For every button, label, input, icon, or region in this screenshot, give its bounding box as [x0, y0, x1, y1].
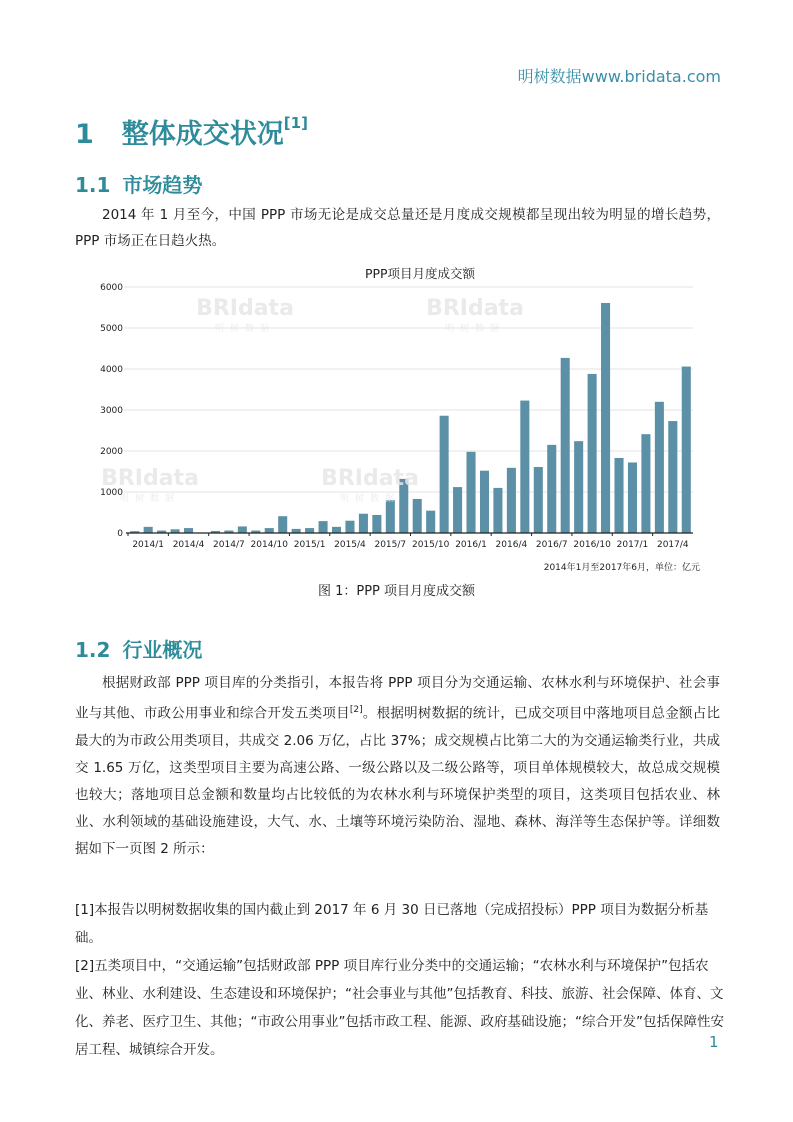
paragraph-text: 。根据明树数据的统计，已成交项目中落地项目总金额占比最大的为市政公用类项目，共成交 2.06 万亿，占比 37%；成交规模占比第二大的为交通运输类行业，共成交 1.65 万亿，这类型项目主要为高速公路、一级公路以及二级公路等，项目单体规模较大，故总成交规模也较大；落地项目总金额和数量均占比较低的为农林水利与环境保护类型的项目，这类项目包括农业、林业、水利领域的基础设施建设，大气、水、土壤等环境污染防治、湿地、森林、海洋等生态保护等。详细数据如下一页图 2 所示： — [75, 705, 720, 857]
section-number: 1.1 — [75, 173, 111, 197]
x-tick-label: 2016/4 — [495, 540, 528, 550]
bar-2014/5 — [184, 528, 193, 533]
bar-2017/4 — [655, 402, 664, 533]
x-tick-label: 2014/10 — [250, 540, 288, 550]
section-heading-1-1 — [75, 169, 202, 198]
section-heading-1 — [75, 112, 308, 151]
y-tick-label: 1000 — [100, 488, 123, 498]
bar-2015/3 — [319, 521, 328, 533]
bar-2016/6 — [520, 401, 529, 533]
watermark-text: 明树数据 — [214, 324, 276, 334]
watermark-logo: BRIdata — [321, 466, 419, 491]
bar-2015/2 — [305, 528, 314, 533]
footnotes — [75, 896, 725, 1064]
chart-title: PPP项目月度成交额 — [364, 266, 476, 281]
x-tick-label: 2014/7 — [213, 540, 245, 550]
bar-2016/5 — [507, 468, 516, 533]
bar-2015/10 — [413, 499, 422, 533]
bar-2015/6 — [359, 514, 368, 533]
bars — [126, 303, 693, 533]
watermark-logo: BRIdata — [426, 296, 524, 321]
watermark-logo: BRIdata — [196, 296, 294, 321]
x-tick-label: 2016/1 — [455, 540, 487, 550]
bar-2016/12 — [601, 303, 610, 533]
bar-2015/7 — [372, 515, 381, 533]
bar-2017/5 — [668, 421, 677, 533]
bar-2014/2 — [144, 527, 153, 533]
bar-2016/7 — [534, 467, 543, 533]
section-title: 整体成交状况 — [121, 119, 284, 150]
watermark-layer — [101, 296, 524, 504]
x-tick-label: 2016/7 — [535, 540, 568, 550]
bar-2015/11 — [426, 511, 435, 533]
bar-2016/11 — [588, 374, 597, 533]
bar-2015/8 — [386, 500, 395, 533]
paragraph-market-trend: 2014 年 1 月至今，中国 PPP 市场无论是成交总量还是月度成交规模都呈现出较为明显的增长趋势，PPP 市场正在日趋火热。 — [75, 207, 720, 249]
bar-2015/4 — [332, 527, 341, 533]
bar-2014/12 — [278, 516, 287, 533]
y-tick-label: 0 — [117, 529, 123, 539]
header-site[interactable]: 明树数据www.bridata.com — [517, 67, 721, 86]
bar-2016/4 — [493, 488, 502, 533]
bar-2017/6 — [682, 367, 691, 533]
section-number: 1.2 — [75, 638, 111, 662]
chart-note: 2014年1月至2017年6月，单位：亿元 — [543, 563, 700, 573]
x-tick-label: 2017/1 — [616, 540, 649, 550]
bar-2015/12 — [440, 416, 449, 533]
y-tick-label: 4000 — [100, 365, 123, 375]
figure-caption: 图 1：PPP 项目月度成交额 — [317, 584, 476, 599]
y-tick-label: 6000 — [100, 283, 123, 293]
x-tick-label: 2015/4 — [334, 540, 366, 550]
bar-2017/1 — [614, 458, 623, 533]
bar-2015/5 — [345, 521, 354, 533]
x-tick-label: 2017/4 — [656, 540, 689, 550]
bar-2016/8 — [547, 445, 556, 533]
x-tick-label: 2014/1 — [132, 540, 165, 550]
x-tick-label: 2014/4 — [172, 540, 205, 550]
section-title: 市场趋势 — [122, 173, 203, 197]
watermark-text: 明树数据 — [339, 494, 401, 504]
bar-chart — [0, 260, 793, 580]
y-tick-label: 3000 — [100, 406, 123, 416]
bar-2016/10 — [574, 441, 583, 533]
bar-2016/2 — [467, 452, 476, 533]
section-number: 1 — [75, 119, 94, 150]
bar-2017/2 — [628, 462, 637, 533]
y-tick-label: 2000 — [100, 447, 123, 457]
y-tick-label: 5000 — [100, 324, 123, 334]
watermark-logo: BRIdata — [101, 466, 199, 491]
bar-2014/11 — [265, 528, 274, 533]
footnote-2: [2]五类项目中，“交通运输”包括财政部 PPP 项目库行业分类中的交通运输；“农林水利与环境保护”包括农业、林业、水利建设、生态建设和环境保护；“社会事业与其他”包括教育、科技、旅游、社会保障、体育、文化、养老、医疗卫生、其他；“市政公用事业”包括市政工程、能源、政府基础设施；“综合开发”包括保障性安居工程、城镇综合开发。 — [75, 958, 724, 1058]
footnote-1: [1]本报告以明树数据收集的国内截止到 2017 年 6 月 30 日已落地（完成招投标）PPP 项目为数据分析基础。 — [75, 902, 709, 946]
bar-2016/3 — [480, 471, 489, 533]
x-tick-labels — [128, 533, 689, 550]
bar-2014/9 — [238, 526, 247, 533]
footnote-ref-2[interactable]: [2] — [349, 705, 363, 715]
paragraph-industry-overview — [75, 670, 720, 863]
x-tick-label: 2015/1 — [293, 540, 326, 550]
paragraph-text: 根据财政部 PPP 项目库的分类指引，本报告将 PPP 项目分为交通运输、农林水利与环境保护、社会事业与其他、市政公用事业和综合开发五类项目 — [75, 675, 720, 722]
bar-2016/9 — [561, 358, 570, 533]
footnote-ref-1[interactable]: [1] — [283, 114, 308, 132]
bar-2017/3 — [641, 434, 650, 533]
watermark-text: 明树数据 — [119, 494, 181, 504]
watermark-text: 明树数据 — [444, 324, 506, 334]
section-heading-1-2 — [75, 634, 202, 663]
x-tick-label: 2016/10 — [573, 540, 611, 550]
page-number: 1 — [709, 1033, 719, 1051]
x-tick-label: 2015/7 — [374, 540, 407, 550]
x-tick-label: 2015/10 — [411, 540, 450, 550]
bar-2016/1 — [453, 487, 462, 533]
section-title: 行业概况 — [122, 638, 203, 662]
